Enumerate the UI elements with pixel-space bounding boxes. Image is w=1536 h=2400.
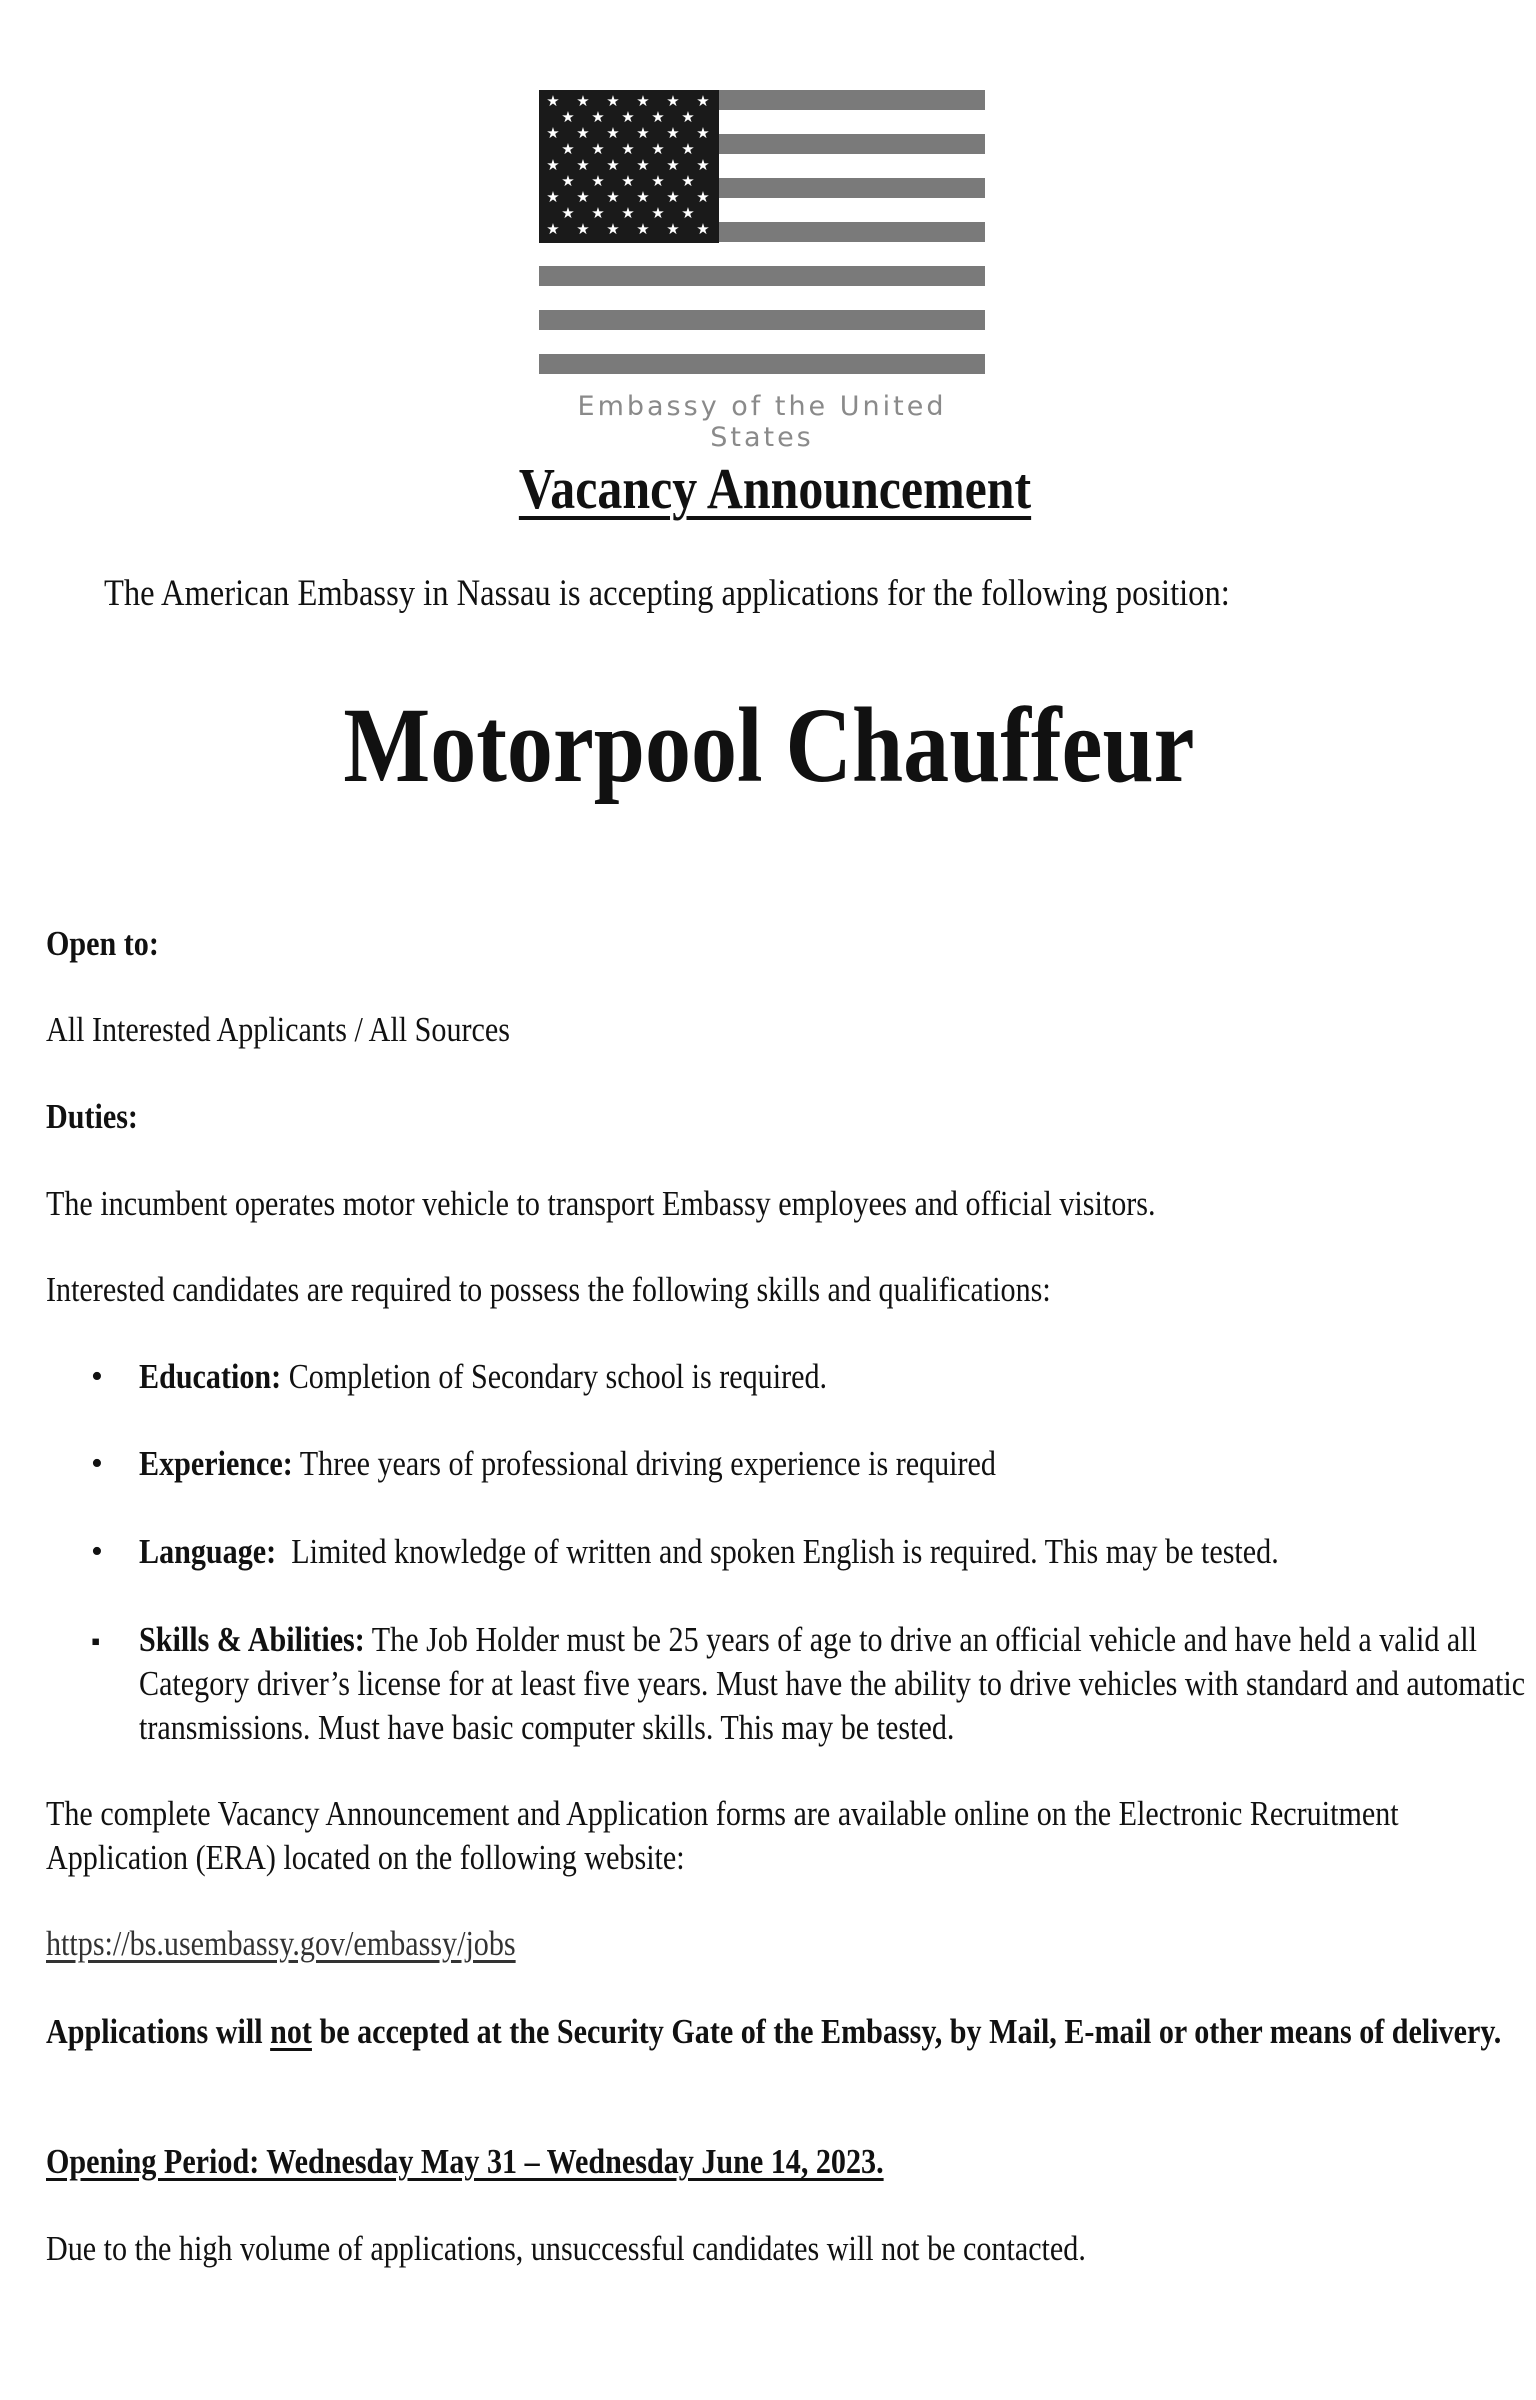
star-icon: ★ <box>681 172 695 190</box>
open-to-heading: Open to: <box>46 924 159 963</box>
star-icon: ★ <box>696 220 710 238</box>
star-icon: ★ <box>681 140 695 158</box>
opening-period: Opening Period: Wednesday May 31 – Wednesday June 14, 2023. <box>46 2142 884 2181</box>
star-icon: ★ <box>576 220 590 238</box>
flag-stripe <box>539 354 985 374</box>
bullet-icon: • <box>91 1533 103 1570</box>
notice-part2: be accepted at the Security Gate of the Embassy, by Mail, E-mail or other means of delivery. <box>311 2012 1502 2051</box>
star-icon: ★ <box>576 92 590 110</box>
star-icon: ★ <box>621 108 635 126</box>
position-title: Motorpool Chauffeur <box>343 687 1195 805</box>
star-icon: ★ <box>636 156 650 174</box>
qualification-label: Language: <box>139 1532 277 1571</box>
bullet-icon: • <box>91 1358 103 1395</box>
application-info: The complete Vacancy Announcement and Application forms are available online on the Electronic Recruitment Application (ERA) located on the following website: <box>46 1794 1399 1877</box>
star-icon: ★ <box>576 188 590 206</box>
star-icon: ★ <box>636 188 650 206</box>
notice-part1: Applications will <box>46 2012 271 2051</box>
qualification-label: Education: <box>139 1357 282 1396</box>
qualification-text: Three years of professional driving experience is required <box>292 1444 996 1483</box>
qualification-label: Skills & Abilities: <box>139 1620 365 1659</box>
star-icon: ★ <box>681 204 695 222</box>
page-title: Vacancy Announcement <box>518 456 1032 521</box>
star-icon: ★ <box>636 124 650 142</box>
star-icon: ★ <box>591 108 605 126</box>
us-flag-logo <box>539 90 985 374</box>
star-icon: ★ <box>576 156 590 174</box>
star-icon: ★ <box>666 92 680 110</box>
square-bullet-icon: ▪ <box>91 1627 101 1656</box>
star-icon: ★ <box>666 220 680 238</box>
star-icon: ★ <box>681 108 695 126</box>
notice-emphasis: not <box>270 2012 312 2051</box>
intro-text: The American Embassy in Nassau is accepting applications for the following position: <box>104 573 1230 614</box>
flag-stripe <box>539 310 985 330</box>
star-icon: ★ <box>651 172 665 190</box>
embassy-caption: Embassy of the United States <box>577 391 947 453</box>
star-icon: ★ <box>576 124 590 142</box>
website-link[interactable]: https://bs.usembassy.gov/embassy/jobs <box>46 1924 516 1963</box>
star-icon: ★ <box>606 156 620 174</box>
star-icon: ★ <box>591 140 605 158</box>
star-icon: ★ <box>561 108 575 126</box>
star-icon: ★ <box>621 204 635 222</box>
star-icon: ★ <box>696 92 710 110</box>
star-icon: ★ <box>636 220 650 238</box>
opening-period-row <box>46 2140 1302 2184</box>
star-icon: ★ <box>546 220 560 238</box>
closing-note: Due to the high volume of applications, unsuccessful candidates will not be contacted. <box>46 2229 1086 2268</box>
star-icon: ★ <box>666 156 680 174</box>
star-icon: ★ <box>546 156 560 174</box>
star-icon: ★ <box>591 172 605 190</box>
qualification-text: Limited knowledge of written and spoken English is required. This may be tested. <box>276 1532 1279 1571</box>
star-icon: ★ <box>591 204 605 222</box>
star-icon: ★ <box>621 172 635 190</box>
star-icon: ★ <box>561 204 575 222</box>
qualification-label: Experience: <box>139 1444 293 1483</box>
star-icon: ★ <box>606 220 620 238</box>
star-icon: ★ <box>636 92 650 110</box>
star-icon: ★ <box>696 124 710 142</box>
submission-notice <box>46 2010 1517 2054</box>
star-icon: ★ <box>606 188 620 206</box>
flag-stripe <box>539 266 985 286</box>
star-icon: ★ <box>561 172 575 190</box>
star-icon: ★ <box>651 204 665 222</box>
star-icon: ★ <box>696 188 710 206</box>
star-icon: ★ <box>546 124 560 142</box>
star-icon: ★ <box>546 92 560 110</box>
open-to-text: All Interested Applicants / All Sources <box>46 1010 510 1049</box>
star-icon: ★ <box>666 188 680 206</box>
star-icon: ★ <box>621 140 635 158</box>
star-icon: ★ <box>606 92 620 110</box>
star-icon: ★ <box>666 124 680 142</box>
star-icon: ★ <box>696 156 710 174</box>
star-icon: ★ <box>651 140 665 158</box>
bullet-icon: • <box>91 1445 103 1482</box>
star-icon: ★ <box>561 140 575 158</box>
qualification-text: The Job Holder must be 25 years of age to drive an official vehicle and have held a valid all Category driver’s license for at least five years. Must have the ability to drive vehicles with standard and automatic transmissions. Must have basic computer skills. This may be tested. <box>139 1620 1526 1747</box>
qualifications-intro: Interested candidates are required to possess the following skills and qualifications: <box>46 1270 1051 1309</box>
star-icon: ★ <box>546 188 560 206</box>
qualification-text: Completion of Secondary school is required. <box>281 1357 828 1396</box>
star-icon: ★ <box>606 124 620 142</box>
star-icon: ★ <box>651 108 665 126</box>
duties-heading: Duties: <box>46 1097 138 1136</box>
website-link-row <box>46 1922 1302 1966</box>
duties-text: The incumbent operates motor vehicle to transport Embassy employees and official visitors. <box>46 1184 1156 1223</box>
